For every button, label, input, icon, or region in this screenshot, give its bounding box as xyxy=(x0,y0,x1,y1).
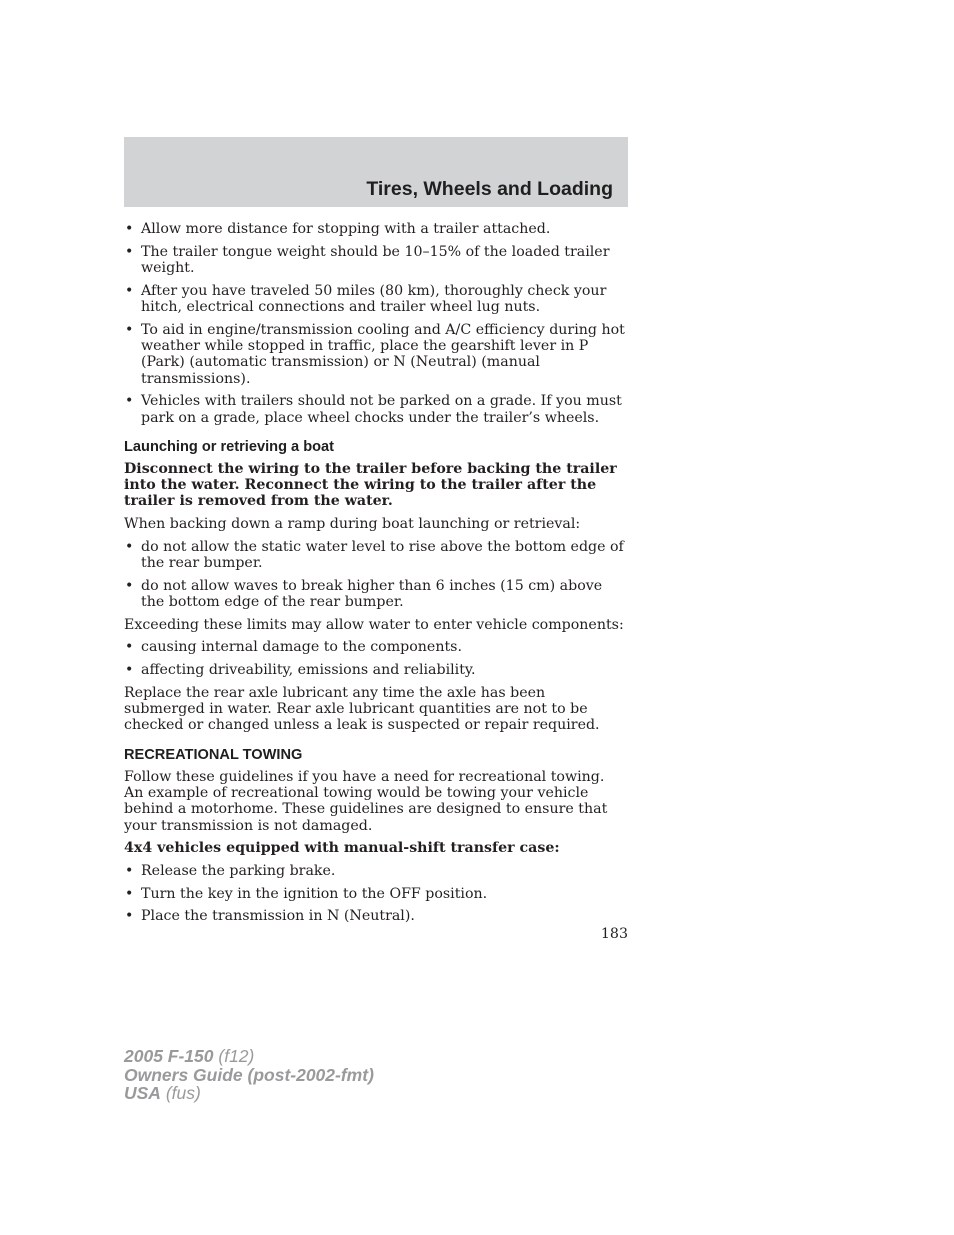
list-item: • affecting driveability, emissions and reliability. xyxy=(125,662,476,679)
list-item: • To aid in engine/transmission cooling and A/C efficiency during hot weather while stopped in traffic, place the gearshift lever in P (Park) (automatic transmission) or N (Neutral) (manual transmissions). xyxy=(125,321,625,387)
towing-paragraph: Follow these guidelines if you have a need for recreational towing. An example of recreational towing would be towing your vehicle behind a motorhome. These guidelines are designed to ensure that your transmission is not damaged. xyxy=(124,768,608,834)
list-item: • Vehicles with trailers should not be parked on a grade. If you must park on a grade, place wheel chocks under the trailer’s wheels. xyxy=(125,393,622,426)
list-item: • causing internal damage to the components. xyxy=(125,639,462,656)
boat-warning: Disconnect the wiring to the trailer before backing the trailer into the water. Reconnect the wiring to the trailer after the trailer is removed from the water. xyxy=(124,460,617,510)
footer-model-line: 2005 F-150 (f12) xyxy=(124,1046,255,1066)
bullet-icon: • xyxy=(125,282,134,299)
bullet-icon: • xyxy=(125,321,134,338)
bullet-icon: • xyxy=(125,908,134,925)
list-item: • Release the parking brake. xyxy=(125,862,336,879)
boat-heading: Launching or retrieving a boat xyxy=(124,438,335,455)
bullet-icon: • xyxy=(125,639,134,656)
list-item: • do not allow the static water level to rise above the bottom edge of the rear bumper. xyxy=(125,538,624,572)
list-item: • Allow more distance for stopping with a trailer attached. xyxy=(125,221,551,237)
bullet-icon: • xyxy=(125,885,134,902)
trailer-tips-list xyxy=(124,221,628,426)
exceed-text: Exceeding these limits may allow water to enter vehicle components: xyxy=(124,616,624,633)
exceed-list xyxy=(124,639,628,678)
list-item: • The trailer tongue weight should be 10–15% of the loaded trailer weight. xyxy=(125,243,610,276)
list-item: • do not allow waves to break higher than 6 inches (15 cm) above the bottom edge of the rear bumper. xyxy=(125,577,603,611)
footer-region-line: USA (fus) xyxy=(124,1083,201,1103)
boat-intro: When backing down a ramp during boat launching or retrieval: xyxy=(124,516,581,533)
bullet-icon: • xyxy=(125,221,134,237)
bullet-icon: • xyxy=(125,538,134,555)
page-number: 183 xyxy=(600,926,628,942)
document-footer xyxy=(124,1047,374,1103)
towing-steps-list xyxy=(124,863,628,925)
bullet-icon: • xyxy=(125,243,134,260)
bullet-icon: • xyxy=(125,862,134,879)
boat-limits-list xyxy=(124,539,628,611)
towing-subheading: 4x4 vehicles equipped with manual-shift transfer case: xyxy=(124,840,560,857)
bullet-icon: • xyxy=(125,662,134,679)
footer-guide-line: Owners Guide (post-2002-fmt) xyxy=(124,1064,374,1085)
list-item: • After you have traveled 50 miles (80 km), thoroughly check your hitch, electrical connections and trailer wheel lug nuts. xyxy=(125,282,607,315)
list-item: • Turn the key in the ignition to the OFF position. xyxy=(125,885,488,902)
section-title: Tires, Wheels and Loading xyxy=(366,178,613,200)
towing-heading: RECREATIONAL TOWING xyxy=(124,746,303,763)
section-header-band xyxy=(124,137,628,207)
bullet-icon: • xyxy=(125,577,134,594)
bullet-icon: • xyxy=(125,393,134,410)
page-content xyxy=(124,221,628,931)
replace-lubricant-text: Replace the rear axle lubricant any time the axle has been submerged in water. Rear axle lubricant quantities are not to be checked or changed unless a leak is suspected or repair required. xyxy=(124,684,600,734)
list-item: • Place the transmission in N (Neutral). xyxy=(125,908,415,925)
